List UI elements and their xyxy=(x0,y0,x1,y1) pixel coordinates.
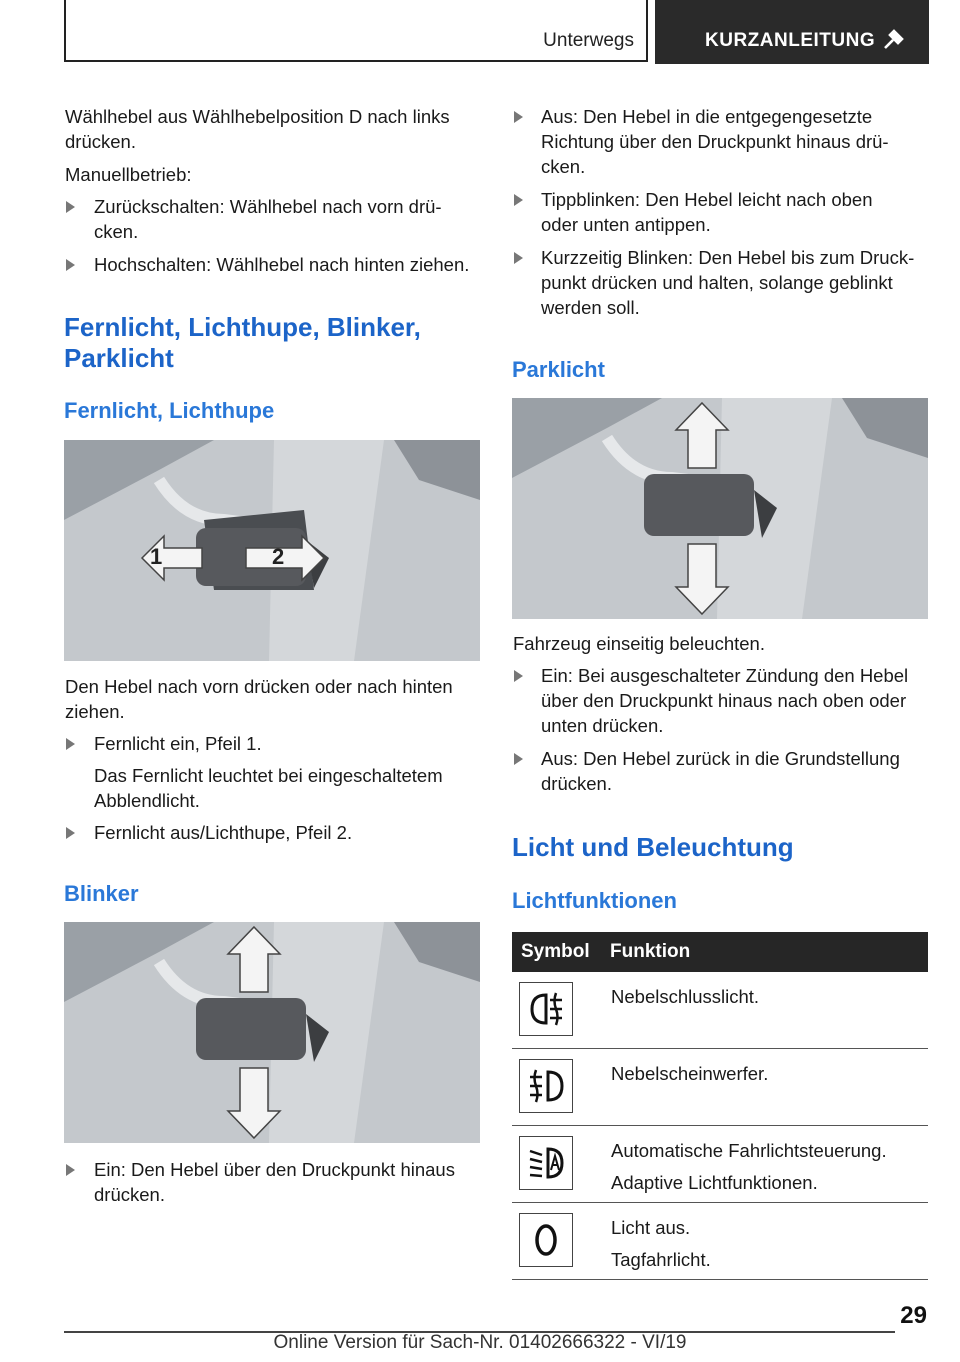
heading-parking-light: Parklicht xyxy=(512,357,605,382)
bullet-triangle-icon xyxy=(66,827,75,839)
footer-text: Online Version für Sach-Nr. 01402666322 - VI/19 xyxy=(273,1332,687,1353)
manual-mode-label: Manuellbetrieb: xyxy=(65,164,192,185)
table-row xyxy=(512,1049,928,1126)
lever-desc-line-1: Den Hebel nach vorn drücken oder nach hinten xyxy=(65,676,453,697)
bullet-signal-off-line-3: cken. xyxy=(541,156,586,177)
bullet-parking-on-line-2: über den Druckpunkt hinaus nach oben oder xyxy=(541,690,907,711)
header-chapter-box xyxy=(655,0,929,64)
table-row xyxy=(512,972,928,1049)
bullet-triangle-icon xyxy=(514,670,523,682)
arrow-label-2: 2 xyxy=(272,544,285,569)
bullet-signal-on-line-1: Ein: Den Hebel über den Druckpunkt hinaus xyxy=(94,1159,455,1180)
bullet-signal-off-line-2: Richtung über den Druckpunkt hinaus drü‐ xyxy=(541,131,889,152)
heading-lighting: Licht und Beleuchtung xyxy=(512,832,794,862)
front-fog-light-icon xyxy=(519,1059,573,1113)
pin-icon xyxy=(881,26,907,52)
heading-turn-signal: Blinker xyxy=(64,881,139,906)
light-functions-table xyxy=(512,932,928,1280)
page-number: 29 xyxy=(900,1302,927,1329)
heading-main-line-1: Fernlicht, Lichthupe, Blinker, xyxy=(64,312,421,342)
lever-desc-line-2: ziehen. xyxy=(65,701,125,722)
bullet-triangle-icon xyxy=(514,753,523,765)
bullet-triangle-icon xyxy=(66,201,75,213)
bullet-high-beam-off: Fernlicht aus/Lichthupe, Pfeil 2. xyxy=(94,822,353,843)
arrow-label-1: 1 xyxy=(150,544,163,569)
bullet-short-signal-line-1: Kurzzeitig Blinken: Den Hebel bis zum Druck‐ xyxy=(541,247,915,268)
function-text: Licht aus. xyxy=(611,1217,691,1238)
table-row xyxy=(512,1203,928,1280)
lights-off-icon xyxy=(519,1213,573,1267)
high-beam-note-line-1: Das Fernlicht leuchtet bei eingeschaltetem xyxy=(94,765,443,786)
bullet-triangle-icon xyxy=(66,738,75,750)
function-text: Adaptive Lichtfunktionen. xyxy=(611,1172,818,1193)
figure-turn-signal-lever xyxy=(64,922,480,1143)
bullet-signal-off-line-1: Aus: Den Hebel in die entgegengesetzte xyxy=(541,106,873,127)
table-row xyxy=(512,1126,928,1203)
bullet-triangle-icon xyxy=(514,194,523,206)
heading-high-beam: Fernlicht, Lichthupe xyxy=(64,398,275,423)
bullet-tap-signal-line-2: oder unten antippen. xyxy=(541,214,711,235)
bullet-parking-off-line-2: drücken. xyxy=(541,773,612,794)
header-section-box xyxy=(64,0,648,62)
intro-line-2: drücken. xyxy=(65,131,136,152)
bullet-high-beam-on: Fernlicht ein, Pfeil 1. xyxy=(94,733,262,754)
function-text: Nebelschlusslicht. xyxy=(611,986,760,1007)
bullet-downshift-line-2: cken. xyxy=(94,221,139,242)
bullet-parking-on-line-1: Ein: Bei ausgeschalteter Zündung den Hebel xyxy=(541,665,909,686)
bullet-short-signal-line-3: werden soll. xyxy=(541,297,640,318)
parking-desc: Fahrzeug einseitig beleuchten. xyxy=(513,633,765,654)
bullet-triangle-icon xyxy=(514,252,523,264)
bullet-downshift-line-1: Zurückschalten: Wählhebel nach vorn drü‐ xyxy=(94,196,442,217)
intro-line-1: Wählhebel aus Wählhebelposition D nach links xyxy=(65,106,450,127)
function-text: Automatische Fahrlichtsteuerung. xyxy=(611,1140,887,1161)
function-text: Nebelscheinwerfer. xyxy=(611,1063,769,1084)
table-header-function: Funktion xyxy=(601,932,928,972)
figure-parking-light-lever xyxy=(512,398,928,619)
bullet-triangle-icon xyxy=(514,111,523,123)
bullet-upshift: Hochschalten: Wählhebel nach hinten ziehen. xyxy=(94,254,470,275)
table-header-symbol: Symbol xyxy=(512,932,601,972)
rear-fog-light-icon xyxy=(519,982,573,1036)
heading-light-functions: Lichtfunktionen xyxy=(512,888,677,913)
function-text: Tagfahrlicht. xyxy=(611,1249,711,1270)
heading-main-line-2: Parklicht xyxy=(64,343,174,373)
bullet-signal-on-line-2: drücken. xyxy=(94,1184,165,1205)
bullet-triangle-icon xyxy=(66,1164,75,1176)
bullet-tap-signal-line-1: Tippblinken: Den Hebel leicht nach oben xyxy=(541,189,873,210)
bullet-parking-off-line-1: Aus: Den Hebel zurück in die Grundstellung xyxy=(541,748,900,769)
figure-high-beam-lever xyxy=(64,440,480,661)
bullet-triangle-icon xyxy=(66,259,75,271)
header-section-title: Unterwegs xyxy=(543,30,634,51)
header-chapter-title: KURZANLEITUNG xyxy=(705,30,876,51)
bullet-parking-on-line-3: unten drücken. xyxy=(541,715,664,736)
bullet-short-signal-line-2: punkt drücken und halten, solange geblinkt xyxy=(541,272,893,293)
auto-headlight-icon xyxy=(519,1136,573,1190)
high-beam-note-line-2: Abblendlicht. xyxy=(94,790,200,811)
